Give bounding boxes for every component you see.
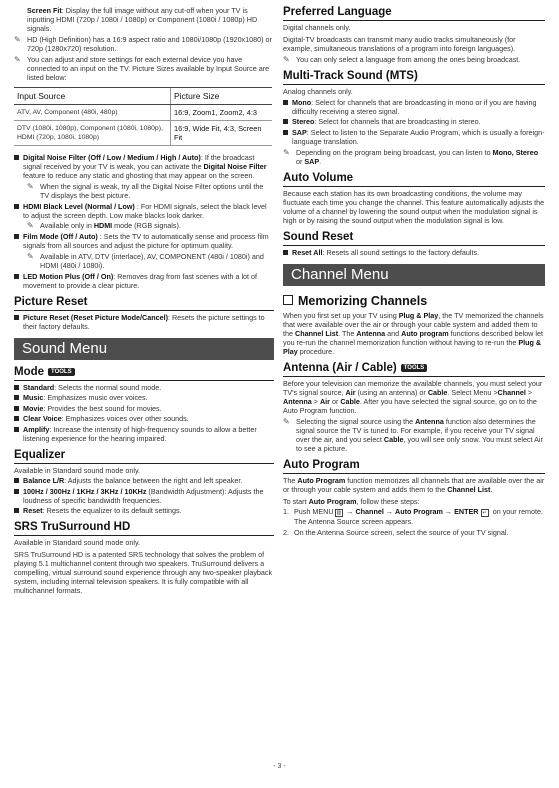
auto-volume-heading: Auto Volume — [283, 172, 545, 187]
list-item: Music: Emphasizes music over voices. — [14, 393, 274, 402]
antenna-body: Before your television can memorize the available channels, you must select your TV's signal source, Air (using an antenna) or Cable. Select Menu >Channel > Antenna > Air or Cable. After you have selected the signal source, go on to the Auto Program function. — [283, 378, 543, 415]
screen-fit-text: Screen Fit: Display the full image without any cut-off when your TV is inputting HDMI (720p / 1080i / 1080p) or Component (1080i / 1080p) HD signals. — [27, 6, 258, 33]
picture-size-note: ✎ You can adjust and store settings for each external device you have connected to an input on the TV. Picture Sizes available by Input Source are listed below: — [14, 55, 270, 82]
memo-note-icon: ✎ — [283, 147, 290, 157]
srs-heading: SRS TruSurround HD — [14, 521, 274, 536]
page-number: - 3 - — [273, 763, 286, 770]
square-bullet-icon — [14, 274, 19, 279]
memorizing-channels-heading: Memorizing Channels — [283, 294, 545, 308]
antenna-note: ✎ Selecting the signal source using the Antenna function also determines the signal source the TV is tuned to. For example, if you receive your TV signal over the air, and you select Cable, you will see only snow. You must select Air to see a picture. — [283, 416, 543, 453]
list-item: Stereo: Select for channels that are broadcasting in stereo. — [283, 117, 545, 126]
sound-reset-heading: Sound Reset — [283, 231, 545, 246]
square-bullet-icon — [14, 478, 19, 483]
picture-reset-heading: Picture Reset — [14, 296, 274, 311]
square-bullet-icon — [14, 489, 19, 494]
square-bullet-icon — [14, 204, 19, 209]
preferred-language-heading: Preferred Language — [283, 6, 545, 21]
film-mode-item: Film Mode (Off / Auto) : Sets the TV to automatically sense and process film signals from all sources and adjust the picture for optimum quality. — [14, 232, 274, 250]
led-motion-plus-item: LED Motion Plus (Off / On): Removes drag from fast scenes with a lot of movement to provide a clear picture. — [14, 272, 274, 290]
auto-program-body: The Auto Program function memorizes all channels that are available over the air or through your cable system and adds them to the Channel List. — [283, 475, 545, 494]
step-item: 1. Push MENU ▥ → Channel → Auto Program → ENTER ↵ on your remote. The Antenna Source screen appears. — [283, 507, 544, 526]
square-bullet-icon — [14, 155, 19, 160]
list-item: Movie: Provides the best sound for movies. — [14, 404, 274, 413]
square-bullet-icon — [14, 416, 19, 421]
memo-note-icon: ✎ — [27, 221, 34, 230]
mts-intro: Analog channels only. — [283, 87, 353, 96]
enter-button-icon: ↵ — [482, 510, 487, 516]
list-item: Reset: Resets the equalizer to its default settings. — [14, 506, 274, 515]
list-item: Clear Voice: Emphasizes voices over other sounds. — [14, 414, 274, 423]
table-cell: ATV, AV, Component (480i, 480p) — [14, 105, 171, 121]
memo-note-icon: ✎ — [283, 416, 290, 426]
memo-note-icon: ✎ — [14, 55, 21, 64]
table-cell: 16:9, Zoom1, Zoom2, 4:3 — [171, 105, 273, 121]
list-item: Balance L/R: Adjusts the balance between the right and left speaker. — [14, 476, 274, 485]
sound-reset-item: Reset All: Resets all sound settings to the factory defaults. — [283, 248, 545, 257]
preferred-language-body: Digital-TV broadcasts can transmit many audio tracks simultaneously (for example, simultaneous translations of a program into foreign languages). — [283, 35, 516, 53]
hd-note: ✎ HD (High Definition) has a 16:9 aspect ratio and 1080i/1080p (1920x1080) or 720p (1280x720) resolution. — [14, 35, 272, 53]
square-bullet-icon — [283, 250, 288, 255]
list-item: Standard: Selects the normal sound mode. — [14, 383, 274, 392]
table-cell: DTV (1080i, 1080p), Component (1080i, 1080p), HDMI (720p, 1080i, 1080p) — [14, 121, 171, 146]
menu-button-icon: ▥ — [336, 510, 342, 516]
square-bullet-icon — [14, 508, 19, 513]
memo-note-icon: ✎ — [14, 35, 21, 44]
step-item: 2. On the Antenna Source screen, select the source of your TV signal. — [283, 527, 509, 537]
table-header: Picture Size — [171, 88, 273, 105]
channel-menu-banner: Channel Menu — [283, 264, 545, 286]
list-item: Amplify: Increase the intensity of high-frequency sounds to allow a better listening experience for the hearing impaired. — [14, 425, 274, 443]
film-note: ✎ Available in ATV, DTV (interlace), AV, COMPONENT (480i / 1080i) and HDMI (480i / 1080i). — [27, 251, 264, 270]
picture-reset-item: Picture Reset (Reset Picture Mode/Cancel): Resets the picture settings to their factory defaults. — [14, 313, 274, 331]
memo-note-icon: ✎ — [283, 55, 290, 64]
hdmi-black-level-item: HDMI Black Level (Normal / Low) : For HDMI signals, select the black level to adjust the screen depth. Low make blacks look darker. — [14, 202, 274, 220]
antenna-heading: Antenna (Air / Cable) TOOLS — [283, 362, 545, 377]
tools-badge-icon: TOOLS — [401, 364, 428, 372]
square-bullet-icon — [14, 427, 19, 432]
memo-note-icon: ✎ — [27, 181, 34, 191]
square-bullet-icon — [14, 406, 19, 411]
preferred-language-note: ✎ You can only select a language from among the ones being broadcast. — [283, 55, 521, 64]
list-item: 100Hz / 300Hz / 1KHz / 3KHz / 10KHz (Bandwidth Adjustment): Adjusts the loudness of specific bandwidth frequencies. — [14, 487, 274, 505]
right-column — [283, 6, 545, 538]
square-bullet-icon — [283, 130, 288, 135]
square-bullet-icon — [14, 395, 19, 400]
table-cell: 16:9, Wide Fit, 4:3, Screen Fit — [171, 121, 273, 146]
mode-heading: Mode TOOLS — [14, 366, 274, 381]
checkbox-square-icon — [283, 295, 293, 305]
list-item: SAP: Select to listen to the Separate Audio Program, which is usually a foreign-language translation. — [283, 128, 545, 146]
square-bullet-icon — [283, 100, 288, 105]
auto-program-start: To start Auto Program, follow these steps: — [283, 496, 420, 506]
table-header: Input Source — [14, 88, 171, 105]
equalizer-intro: Available in Standard sound mode only. — [14, 465, 140, 475]
memo-note-icon: ✎ — [27, 251, 34, 261]
sound-menu-banner: Sound Menu — [14, 338, 274, 360]
auto-program-heading: Auto Program — [283, 459, 545, 474]
srs-body: SRS TruSurround HD is a patented SRS technology that solves the problem of playing 5.1 multichannel content through two speakers. TruSurround delivers a compelling, virtual surround sound experience through any two-speaker playback system, including internal television speakers. It is fully compatible with all multichannel formats. — [14, 550, 273, 595]
hdmi-note: ✎ Available only in HDMI mode (RGB signals). — [27, 221, 181, 230]
picture-size-table — [14, 87, 272, 146]
memorizing-channels-body: When you first set up your TV using Plug & Play, the TV memorized the channels that were available over the air or through your cable system and added them to the Channel List. The Antenna and Auto program functions described below let you re-run the channel memorization function without having to re-run the Plug & Play procedure. — [283, 310, 544, 356]
left-column — [14, 6, 274, 595]
digital-noise-filter-item: Digital Noise Filter (Off / Low / Medium / High / Auto): If the broadcast signal received by your TV is weak, you can activate the Digital Noise Filter feature to reduce any static and ghosting that may appear on the screen. — [14, 153, 274, 180]
mts-heading: Multi-Track Sound (MTS) — [283, 70, 545, 85]
square-bullet-icon — [283, 119, 288, 124]
list-item: Mono: Select for channels that are broadcasting in mono or if you are having difficulty receiving a stereo signal. — [283, 98, 545, 116]
table-row — [14, 121, 272, 146]
square-bullet-icon — [14, 315, 19, 320]
square-bullet-icon — [14, 234, 19, 239]
auto-volume-body: Because each station has its own broadcasting conditions, the volume may fluctuate each time you change the channel. This feature automatically adjusts the volume of a channel by lowering the sound output when the modulation signal is high or by raising the sound output when the modulation signal is low. — [283, 188, 545, 225]
tools-badge-icon: TOOLS — [48, 368, 75, 376]
preferred-language-intro: Digital channels only. — [283, 23, 351, 32]
table-row — [14, 105, 272, 121]
mts-note: ✎ Depending on the program being broadcast, you can listen to Mono, Stereo or SAP. — [283, 147, 539, 166]
square-bullet-icon — [14, 385, 19, 390]
equalizer-heading: Equalizer — [14, 449, 274, 464]
srs-intro: Available in Standard sound mode only. — [14, 538, 140, 547]
dnf-note: ✎ When the signal is weak, try all the Digital Noise Filter options until the TV displays the best picture. — [27, 181, 264, 200]
